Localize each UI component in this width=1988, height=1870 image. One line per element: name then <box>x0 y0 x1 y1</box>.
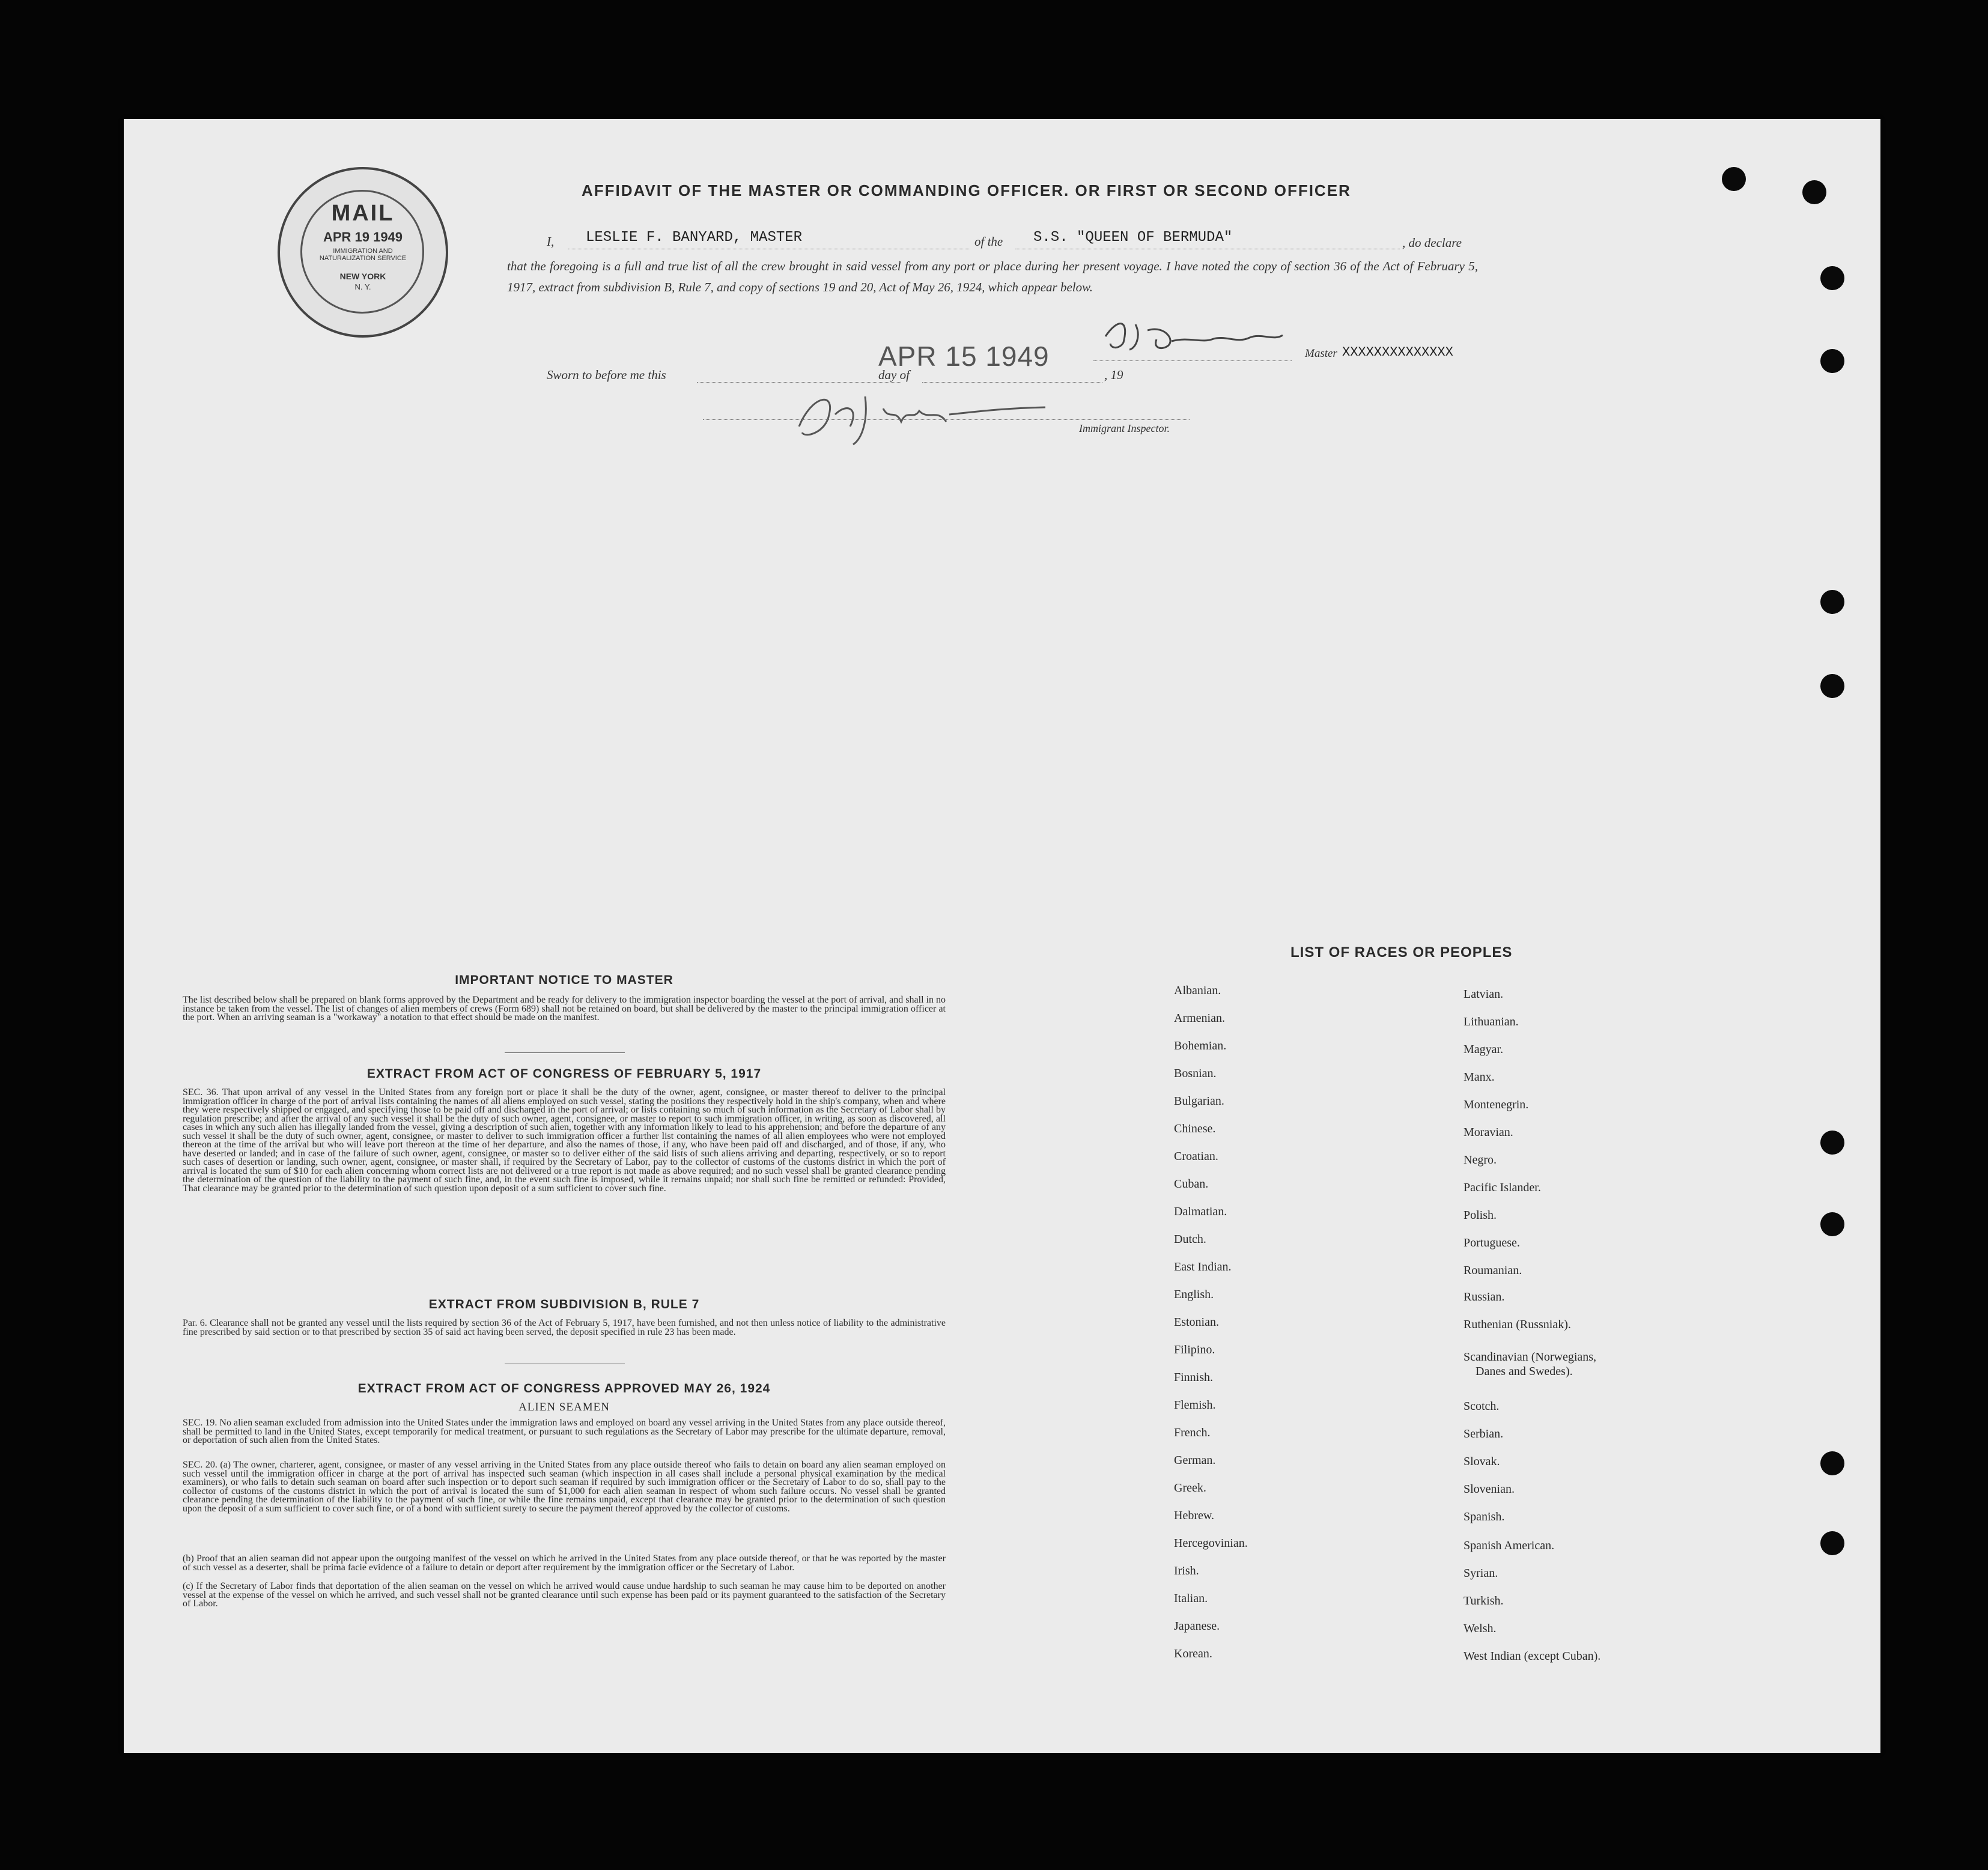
day-of-label: day of <box>878 368 910 382</box>
races-title: LIST OF RACES OR PEOPLES <box>1290 944 1513 961</box>
stamp-city: NEW YORK <box>339 272 386 281</box>
punch-hole <box>1802 180 1826 204</box>
stamp-date: APR 19 1949 <box>323 229 403 244</box>
notice-text: The list described below shall be prepared on blank forms approved by the Department and be ready for delivery to the immigration inspector boarding the vessel at the port of arrival, and shall in no instance be taken from the vessel. The list of changes of alien members of crews (Form 689) shall not be retained on board, but shall be delivered by the master to the principal immigration officer at the port. When an arriving seaman is a "workaway" a notation to that effect should be made on the manifest. <box>183 995 946 1022</box>
race-item: Dutch. <box>1174 1233 1206 1246</box>
race-item: Scandinavian (Norwegians, <box>1464 1350 1597 1364</box>
inspector-signature-mark <box>793 384 1093 451</box>
race-item: Pacific Islander. <box>1464 1181 1541 1194</box>
race-item: Italian. <box>1174 1592 1208 1605</box>
alien-seamen-subtitle: ALIEN SEAMEN <box>518 1401 610 1413</box>
race-item: Hercegovinian. <box>1174 1537 1248 1550</box>
punch-hole <box>1722 167 1746 191</box>
race-item: Bulgarian. <box>1174 1094 1224 1108</box>
master-name: LESLIE F. BANYARD, MASTER <box>586 229 803 246</box>
stamp-service: IMMIGRATION AND NATURALIZATION SERVICE <box>319 247 407 262</box>
punch-hole <box>1820 1212 1844 1236</box>
extract-1917-text: SEC. 36. That upon arrival of any vessel in the United States from any foreign port or place it shall be the duty of the owner, agent, consignee, or master thereof to deliver to the principal immigration officer in charge of the port of arrival lists containing the names of all aliens employed on such vessel, stating the positions they respectively hold in the ship's company, when and where they were respectively shipped or engaged, and specifying those to be paid off and discharged in the port of arrival; or lists containing so much of such information as the Secretary of Labor shall by regulation prescribe; and after the arrival of any such vessel it shall be the duty of such owner, agent, consignee, or master to report to such immigration officer, in writing, as soon as discovered, all cases in which any such alien has illegally landed from the vessel, giving a description of such alien, together with any information likely to lead to his apprehension; and before the departure of any such vessel it shall be the duty of such owner, agent, consignee, or master to deliver to such immigration officer a further list containing the names of all alien employees who were not employed thereon at the time of the arrival but who will leave port thereon at the time of her departure, and also the names of those, if any, who have been paid off and discharged, and of those, if any, who have deserted or landed; and in case of the failure of such owner, agent, consignee, or master so to deliver either of the said lists of such aliens arriving and departing, respectively, or so to report such cases of desertion or landing, such owner, agent, consignee, or master shall, if required by the Secretary of Labor, pay to the collector of customs of the customs district in which the port of arrival is located the sum of $10 for each alien concerning whom correct lists are not delivered or a true report is not made as above required; and no such vessel shall be granted clearance pending the determination of the question of the liability to the payment of such fine, and, in the event such fine is imposed, while it remains unpaid; nor shall such fine be remitted or refunded: Provided, That clearance may be granted prior to the determination of such question upon deposit of a sum sufficient to cover such fine. <box>183 1087 946 1194</box>
sworn-day-line <box>697 382 901 383</box>
race-item: Manx. <box>1464 1070 1495 1084</box>
race-item: Syrian. <box>1464 1567 1498 1580</box>
race-item: Filipino. <box>1174 1343 1215 1356</box>
race-item: Welsh. <box>1464 1622 1497 1635</box>
affidavit-body: that the foregoing is a full and true list of all the crew brought in said vessel from any port or place during her present voyage. I have noted the copy of section 36 of the Act of February 5, 1917, extract from subdivision B, Rule 7, and copy of sections 19 and 20, Act of May 26, 1924, which appear below. <box>507 259 1478 294</box>
vessel-name: S.S. "QUEEN OF BERMUDA" <box>1033 229 1233 246</box>
race-item: Latvian. <box>1464 988 1504 1001</box>
race-item: Roumanian. <box>1464 1264 1522 1277</box>
race-item: Japanese. <box>1174 1620 1220 1633</box>
divider <box>505 1052 625 1053</box>
race-item: Spanish. <box>1464 1510 1505 1523</box>
do-declare-label: , do declare <box>1402 235 1462 250</box>
extract-1917-title: EXTRACT FROM ACT OF CONGRESS OF FEBRUARY 5, 1917 <box>366 1067 762 1081</box>
race-item: Flemish. <box>1174 1398 1216 1412</box>
race-item: Irish. <box>1174 1564 1199 1577</box>
race-item: Ruthenian (Russniak). <box>1464 1318 1571 1331</box>
stamp-label: MAIL <box>331 201 395 226</box>
race-item: Turkish. <box>1464 1594 1504 1607</box>
race-item: Armenian. <box>1174 1012 1225 1025</box>
mail-stamp <box>278 167 448 338</box>
race-item: Korean. <box>1174 1647 1212 1660</box>
race-item: German. <box>1174 1454 1216 1467</box>
race-item: English. <box>1174 1288 1214 1301</box>
race-item: Slovak. <box>1464 1455 1500 1468</box>
punch-hole <box>1820 349 1844 373</box>
race-item: Spanish American. <box>1464 1539 1555 1552</box>
race-item: West Indian (except Cuban). <box>1464 1650 1601 1663</box>
inspector-label: Immigrant Inspector. <box>1079 422 1170 434</box>
date-stamp: APR 15 1949 <box>878 341 1050 372</box>
race-item: Lithuanian. <box>1464 1015 1519 1028</box>
race-item: Dalmatian. <box>1174 1205 1227 1218</box>
of-the-label: of the <box>974 234 1003 249</box>
extract-1924-title: EXTRACT FROM ACT OF CONGRESS APPROVED MAY 26, 1924 <box>357 1382 771 1395</box>
rule7-title: EXTRACT FROM SUBDIVISION B, RULE 7 <box>428 1298 700 1311</box>
i-label: I, <box>547 234 555 249</box>
race-item: Scotch. <box>1464 1400 1500 1413</box>
race-item: Russian. <box>1464 1290 1505 1304</box>
sec20c-text: (c) If the Secretary of Labor finds that deportation of the alien seaman on the vessel on which he arrived would cause undue hardship to such seaman he may cause him to be deported on another vessel at the expense of the vessel on which he arrived, and such vessel shall not be granted clearance until such expense has been paid or its payment guaranteed to the satisfaction of the Secretary of Labor. <box>183 1581 946 1609</box>
punch-hole <box>1820 1531 1844 1555</box>
race-item: Estonian. <box>1174 1316 1219 1329</box>
race-item: French. <box>1174 1426 1211 1439</box>
race-item: East Indian. <box>1174 1260 1232 1273</box>
race-item: Bohemian. <box>1174 1039 1227 1052</box>
sec20-text: SEC. 20. (a) The owner, charterer, agent, consignee, or master of any vessel arriving in the United States from any place outside thereof who fails to detain on board any alien seaman employed on such vessel until the immigration officer in charge at the port of arrival has inspected such seaman (which inspection in all cases shall include a personal physical examination by the medical examiners), or who fails to detain such seaman on board after such inspection or to deport such seaman if required by such immigration officer or the Secretary of Labor to do so, shall pay to the collector of customs of the customs district in which the port of arrival is located the sum of $1,000 for each alien seaman in respect of whom such failure occurs. No vessel shall be granted clearance pending the determination of the liability to the payment of such fine, or while the fine remains unpaid, except that clearance may be granted prior to the determination of such question upon the deposit of a sum sufficient to cover such fine, or of a bond with sufficient surety to secure the payment thereof approved by the collector of customs. <box>183 1460 946 1514</box>
inspector-line <box>703 419 1190 420</box>
punch-hole <box>1820 1131 1844 1155</box>
race-item: Hebrew. <box>1174 1509 1215 1522</box>
master-signature-mark <box>1093 312 1292 360</box>
sworn-label: Sworn to before me this <box>547 368 666 382</box>
race-item: Bosnian. <box>1174 1067 1217 1080</box>
master-signature-line <box>1093 360 1292 361</box>
race-item: Polish. <box>1464 1209 1497 1222</box>
race-item: Finnish. <box>1174 1371 1214 1384</box>
race-item: Portuguese. <box>1464 1236 1520 1249</box>
rule7-text: Par. 6. Clearance shall not be granted any vessel until the lists required by section 36 of the Act of February 5, 1917, have been furnished, and not then unless notice of liability to the administrative fine prescribed by said section or to that prescribed by section 35 of said act having been served, the deposit specified in rule 23 has been made. <box>183 1318 946 1337</box>
punch-hole <box>1820 1451 1844 1475</box>
notice-title: IMPORTANT NOTICE TO MASTER <box>455 973 673 987</box>
inspector-signature <box>841 414 844 415</box>
race-item: Albanian. <box>1174 984 1221 997</box>
race-item: Moravian. <box>1464 1126 1513 1139</box>
race-item: Croatian. <box>1174 1150 1218 1163</box>
sec20b-text: (b) Proof that an alien seaman did not appear upon the outgoing manifest of the vessel on which he arrived in the United States from any place outside thereof, or that he was reported by the master of such vessel as a deserter, shall be prima facie evidence of a failure to detain or deport after requirement by the immigration officer or the Secretary of Labor. <box>183 1553 946 1573</box>
race-item: Serbian. <box>1464 1427 1504 1440</box>
stamp-state: N. Y. <box>354 282 371 291</box>
race-item: Montenegrin. <box>1464 1098 1529 1111</box>
affidavit-title: AFFIDAVIT OF THE MASTER OR COMMANDING OFFICER. OR FIRST OR SECOND OFFICER <box>582 181 1351 199</box>
sec19-text: SEC. 19. No alien seaman excluded from admission into the United States under the immigration laws and employed on board any vessel arriving in the United States from any place outside thereof, shall be permitted to land in the United States, except temporarily for medical treatment, or pursuant to such regulations as the Secretary of Labor may prescribe for the ultimate departure, removal, or deportation of such alien from the United States. <box>183 1418 946 1445</box>
punch-hole <box>1820 266 1844 290</box>
race-item: Slovenian. <box>1464 1483 1515 1496</box>
race-item: Negro. <box>1464 1153 1497 1167</box>
year-prefix: , 19 <box>1104 368 1123 382</box>
race-item: Chinese. <box>1174 1122 1216 1135</box>
sworn-month-line <box>922 382 1102 383</box>
race-item: Cuban. <box>1174 1177 1209 1191</box>
punch-hole <box>1820 590 1844 614</box>
race-item: Greek. <box>1174 1481 1206 1495</box>
master-signature <box>1134 357 1137 358</box>
master-label: Master <box>1305 347 1337 360</box>
punch-hole <box>1820 674 1844 698</box>
master-struck-title: XXXXXXXXXXXXXX <box>1342 345 1453 360</box>
race-item: Magyar. <box>1464 1043 1504 1056</box>
race-item: Danes and Swedes). <box>1476 1365 1573 1378</box>
